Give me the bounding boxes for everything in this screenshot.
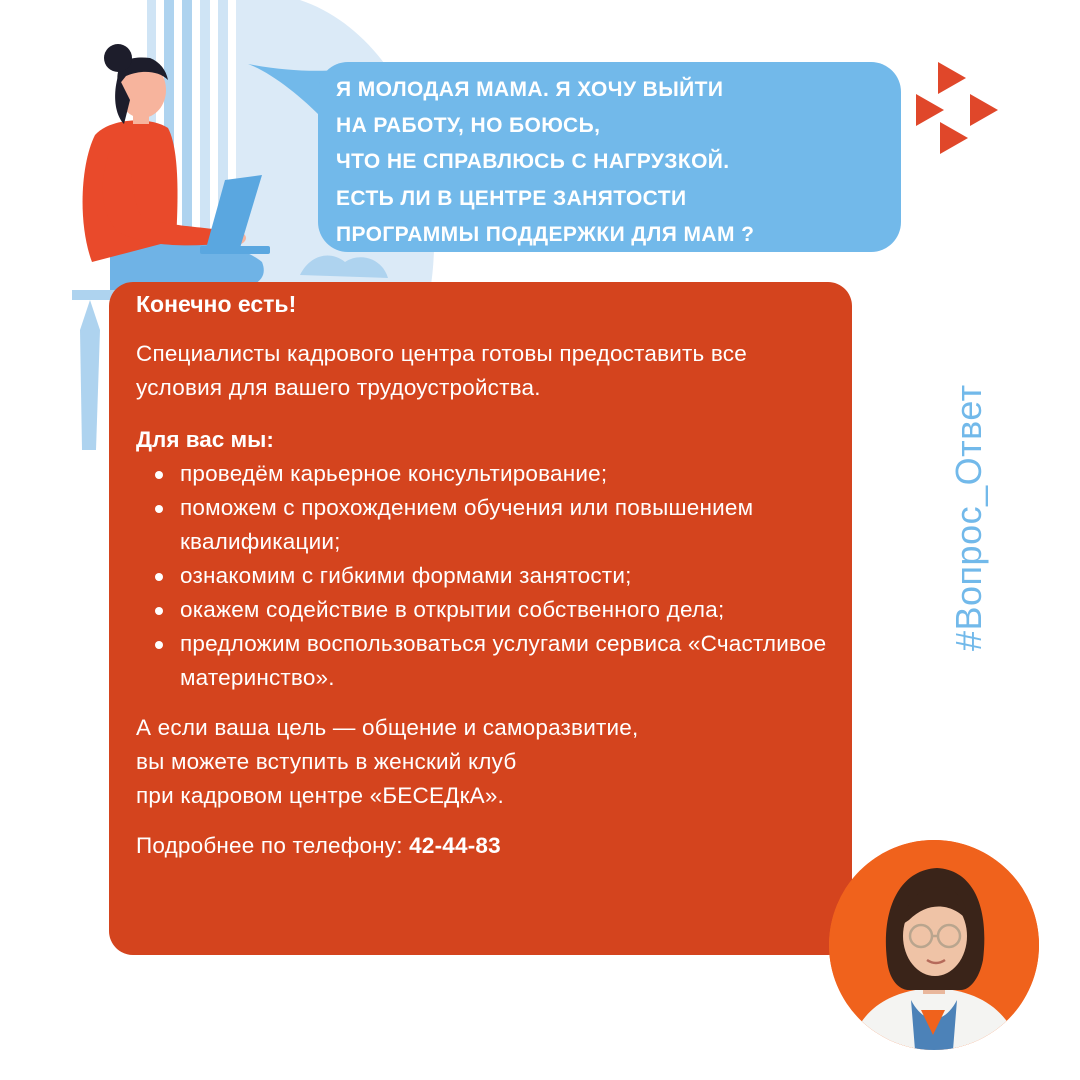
list-item: ознакомим с гибкими формами занятости;: [136, 559, 828, 593]
phone-number: 42-44-83: [409, 833, 501, 858]
list-item: окажем содействие в открытии собственного дела;: [136, 593, 828, 627]
answer-intro: Специалисты кадрового центра готовы предоставить все условия для вашего трудоустройства.: [136, 341, 747, 400]
list-item: предложим воспользоваться услугами сервиса «Счастливое материнство».: [136, 627, 828, 695]
answer-closing: А если ваша цель — общение и саморазвитие, вы можете вступить в женский клуб при кадровом центре «БЕСЕДкА».: [136, 715, 639, 808]
list-item: проведём карьерное консультирование;: [136, 457, 828, 491]
list-item: поможем с прохождением обучения или повышением квалификации;: [136, 491, 828, 559]
hashtag: #Вопрос_Ответ: [948, 384, 989, 651]
question-bubble: [318, 62, 901, 252]
contact-label: Подробнее по телефону:: [136, 833, 403, 858]
question-text: Я МОЛОДАЯ МАМА. Я ХОЧУ ВЫЙТИ НА РАБОТУ, НО БОЮСЬ, ЧТО НЕ СПРАВЛЮСЬ С НАГРУЗКОЙ. ЕСТЬ ЛИ В ЦЕНТРЕ ЗАНЯТОСТИ ПРОГРАММЫ ПОДДЕРЖКИ ДЛЯ МАМ ?: [336, 78, 755, 246]
contact-line: [136, 829, 828, 863]
portrait-drawing: [829, 840, 1039, 1050]
answer-bubble: [109, 282, 852, 955]
answer-list-title: Для вас мы:: [136, 427, 274, 452]
services-list: [136, 457, 828, 695]
answer-heading: Конечно есть!: [136, 291, 297, 317]
triangles-logo-icon: [912, 60, 1004, 156]
specialist-portrait: [829, 840, 1039, 1050]
